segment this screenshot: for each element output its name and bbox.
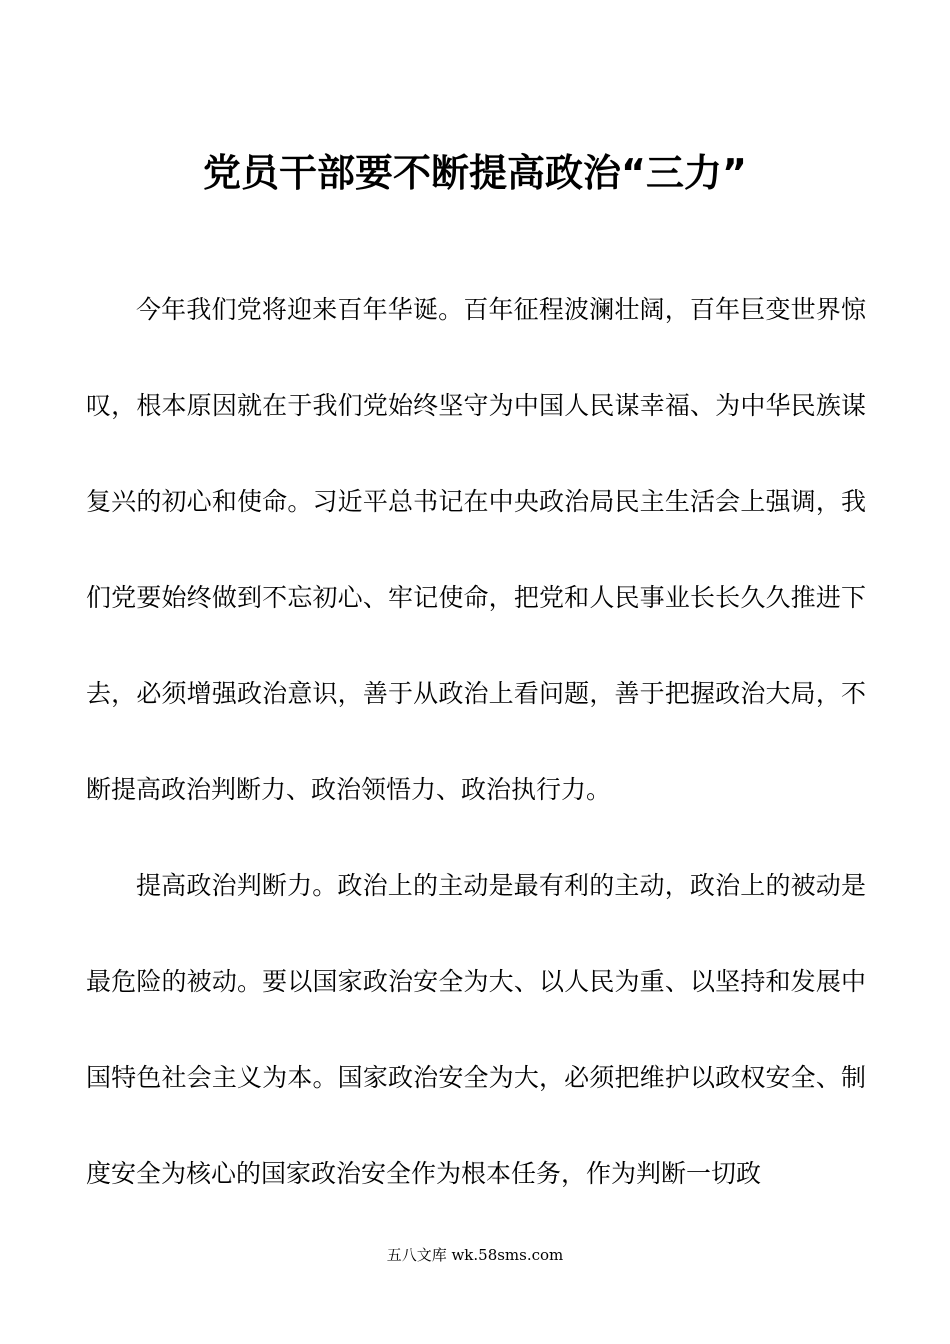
document-body (86, 262, 866, 1222)
footer-watermark: 五八文库 wk.58sms.com (386, 1246, 564, 1264)
paragraph-intro: 今年我们党将迎来百年华诞。百年征程波澜壮阔，百年巨变世界惊叹，根本原因就在于我们党始终坚守为中国人民谋幸福、为中华民族谋复兴的初心和使命。习近平总书记在中央政治局民主生活会上强调，我们党要始终做到不忘初心、牢记使命，把党和人民事业长长久久推进下去，必须增强政治意识，善于从政治上看问题，善于把握政治大局，不断提高政治判断力、政治领悟力、政治执行力。 (86, 295, 866, 804)
paragraph-political-judgment: 提高政治判断力。政治上的主动是最有利的主动，政治上的被动是最危险的被动。要以国家政治安全为大、以人民为重、以坚持和发展中国特色社会主义为本。国家政治安全为大，必须把维护以政权安全、制度安全为核心的国家政治安全作为根本任务，作为判断一切政 (86, 871, 866, 1188)
document-title: 党员干部要不断提高政治“三力” (203, 151, 747, 195)
